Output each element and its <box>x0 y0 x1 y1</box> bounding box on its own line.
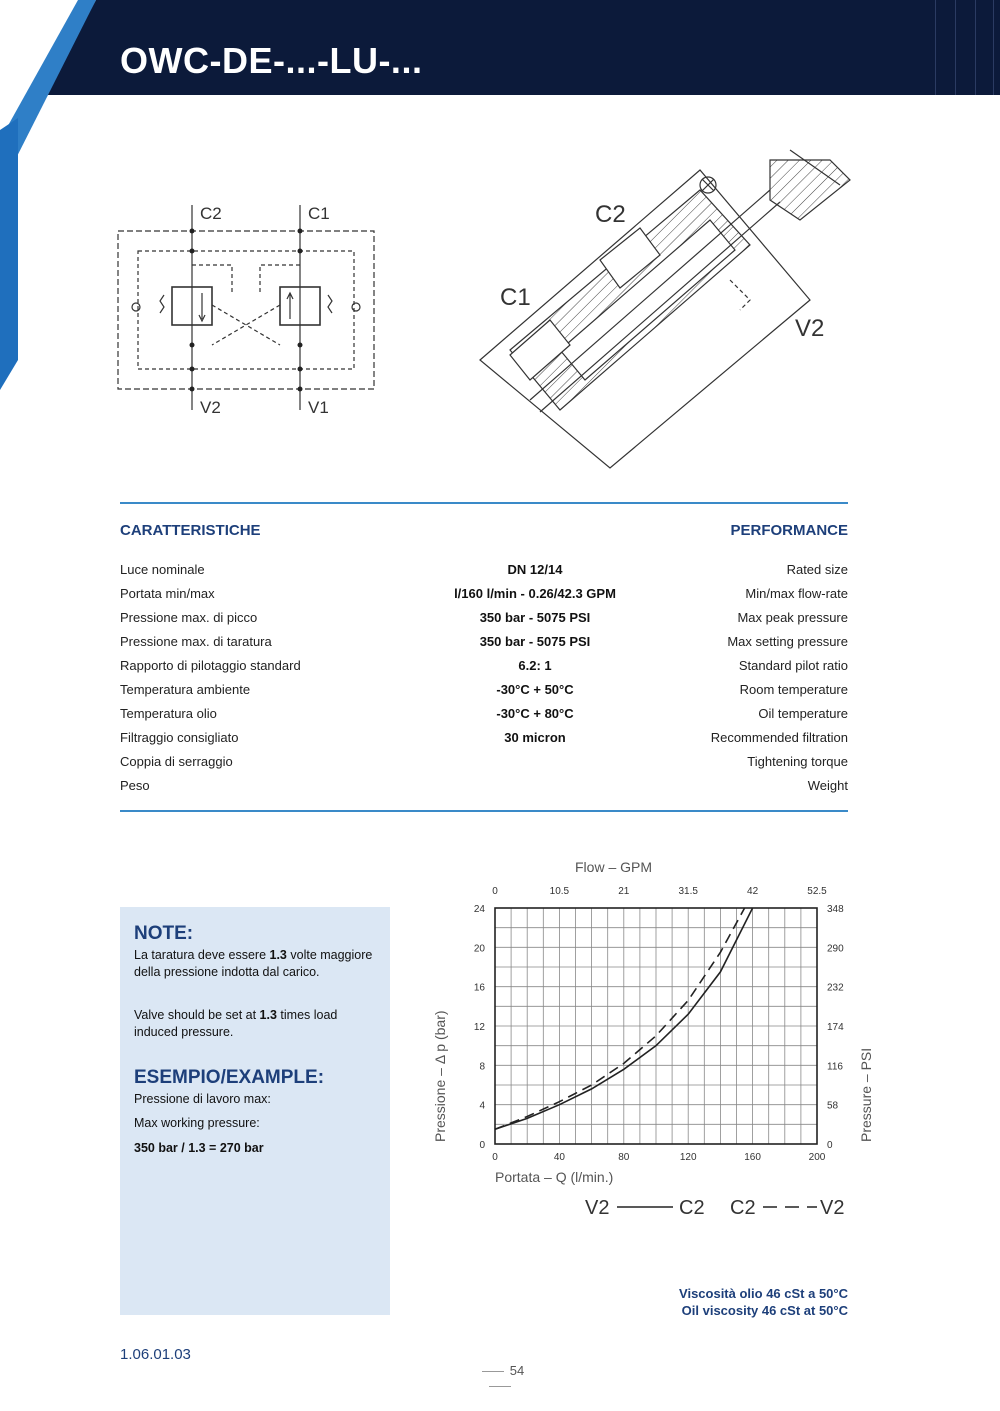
right-tick-label: 58 <box>827 1100 839 1112</box>
y-tick-label: 0 <box>479 1140 485 1151</box>
spec-row <box>120 706 848 730</box>
right-tick-label: 116 <box>827 1061 843 1073</box>
top-tick-label: 21 <box>618 886 630 897</box>
x-tick-label: 160 <box>744 1152 761 1163</box>
spec-row <box>120 778 848 802</box>
note-box <box>120 907 390 1315</box>
spec-label-it: Temperatura ambiente <box>120 682 251 697</box>
document-code: 1.06.01.03 <box>120 1346 191 1363</box>
example-line-1: Pressione di lavoro max: <box>134 1092 271 1106</box>
specs-top-rule <box>120 502 848 504</box>
spec-value: -30°C + 80°C <box>496 706 574 721</box>
y-tick-label: 16 <box>473 982 485 994</box>
viscosity-it: Viscosità olio 46 cSt a 50°C <box>679 1286 848 1301</box>
pressure-flow-chart <box>425 850 874 1225</box>
y-tick-label: 12 <box>473 1022 485 1033</box>
note-text-it: La taratura deve essere 1.3 volte maggiore della pressione indotta dal carico. <box>134 948 373 979</box>
top-tick-label: 10.5 <box>549 886 570 897</box>
top-tick-label: 31.5 <box>678 886 698 897</box>
x-tick-label: 200 <box>808 1152 826 1163</box>
page-title: OWC-DE-...-LU-... <box>120 40 423 81</box>
example-line-2: Max working pressure: <box>134 1116 260 1130</box>
y-axis-label: Pressione – Δ p (bar) <box>432 1010 448 1142</box>
page-number: 54 <box>460 1363 540 1393</box>
note-text-en: Valve should be set at 1.3 times load induced pressure. <box>134 1008 338 1039</box>
legend-solid-from: V2 <box>585 1197 610 1219</box>
section-port-c2: C2 <box>595 201 626 228</box>
schematic-port-c1: C1 <box>308 204 330 223</box>
spec-label-en: Rated size <box>786 562 848 577</box>
specs-heading-it: CARATTERISTICHE <box>120 522 261 539</box>
x-tick-label: 80 <box>618 1152 630 1163</box>
spec-row <box>120 586 848 610</box>
x-tick-label: 40 <box>553 1152 565 1163</box>
legend-solid-to: C2 <box>679 1197 705 1219</box>
y-tick-label: 4 <box>479 1100 485 1112</box>
schematic-port-c2: C2 <box>200 204 222 223</box>
series-line-dashed <box>495 908 745 1129</box>
x-tick-label: 120 <box>679 1152 697 1163</box>
spec-row <box>120 610 848 634</box>
spec-label-it: Pressione max. di taratura <box>120 634 272 649</box>
spec-row <box>120 682 848 706</box>
hydraulic-schematic <box>110 195 370 420</box>
spec-label-en: Room temperature <box>739 682 848 697</box>
spec-label-en: Oil temperature <box>758 706 848 721</box>
viscosity-en: Oil viscosity 46 cSt at 50°C <box>681 1303 848 1318</box>
right-axis-label: Pressure – PSI <box>858 1047 874 1142</box>
spec-value: 30 micron <box>504 730 566 745</box>
section-port-c1: C1 <box>500 284 531 311</box>
spec-label-it: Rapporto di pilotaggio standard <box>120 658 301 673</box>
y-tick-label: 24 <box>473 904 485 915</box>
right-tick-label: 174 <box>827 1022 844 1033</box>
y-tick-label: 8 <box>479 1061 485 1073</box>
spec-row <box>120 562 848 586</box>
section-port-v2: V2 <box>795 315 825 342</box>
example-line-3: 350 bar / 1.3 = 270 bar <box>134 1141 264 1155</box>
right-tick-label: 348 <box>827 904 844 915</box>
specs-heading-en: PERFORMANCE <box>730 522 848 539</box>
spec-label-en: Max setting pressure <box>727 634 848 649</box>
schematic-port-v1: V1 <box>308 398 329 417</box>
spec-value: -30°C + 50°C <box>496 682 574 697</box>
top-tick-label: 52.5 <box>807 886 827 897</box>
top-tick-label: 0 <box>492 886 498 897</box>
right-tick-label: 0 <box>827 1140 833 1151</box>
top-tick-label: 42 <box>747 886 759 897</box>
spec-row <box>120 730 848 754</box>
example-heading: ESEMPIO/EXAMPLE: <box>134 1067 325 1088</box>
right-tick-label: 290 <box>827 943 844 955</box>
spec-label-it: Temperatura olio <box>120 706 217 721</box>
spec-label-it: Coppia di serraggio <box>120 754 233 769</box>
spec-value: DN 12/14 <box>507 562 563 577</box>
valve-section-view <box>470 150 860 470</box>
spec-label-en: Recommended filtration <box>710 730 848 745</box>
spec-value: 6.2: 1 <box>518 658 552 673</box>
right-tick-label: 232 <box>827 982 844 994</box>
top-axis-label: Flow – GPM <box>575 859 653 875</box>
note-heading: NOTE: <box>134 923 194 944</box>
legend-dashed-to: V2 <box>820 1197 845 1219</box>
legend-dashed-from: C2 <box>730 1197 756 1219</box>
x-tick-label: 0 <box>492 1152 498 1163</box>
spec-row <box>120 658 848 682</box>
side-accent <box>0 0 100 400</box>
spec-label-it: Filtraggio consigliato <box>120 730 239 745</box>
spec-row <box>120 754 848 778</box>
spec-label-it: Luce nominale <box>120 562 205 577</box>
spec-label-it: Portata min/max <box>120 586 215 601</box>
spec-label-en: Tightening torque <box>747 754 848 769</box>
x-axis-label: Portata – Q (l/min.) <box>495 1169 614 1185</box>
spec-value: l/160 l/min - 0.26/42.3 GPM <box>454 586 616 601</box>
spec-label-en: Weight <box>807 778 848 793</box>
y-tick-label: 20 <box>473 943 485 955</box>
specs-bottom-rule <box>120 810 848 812</box>
schematic-port-v2: V2 <box>200 398 221 417</box>
spec-row <box>120 634 848 658</box>
spec-value: 350 bar - 5075 PSI <box>479 610 591 625</box>
spec-label-it: Pressione max. di picco <box>120 610 258 625</box>
spec-label-en: Max peak pressure <box>737 610 848 625</box>
spec-value: 350 bar - 5075 PSI <box>479 634 591 649</box>
spec-label-it: Peso <box>120 778 150 793</box>
spec-label-en: Min/max flow-rate <box>745 586 848 601</box>
spec-label-en: Standard pilot ratio <box>738 658 848 673</box>
